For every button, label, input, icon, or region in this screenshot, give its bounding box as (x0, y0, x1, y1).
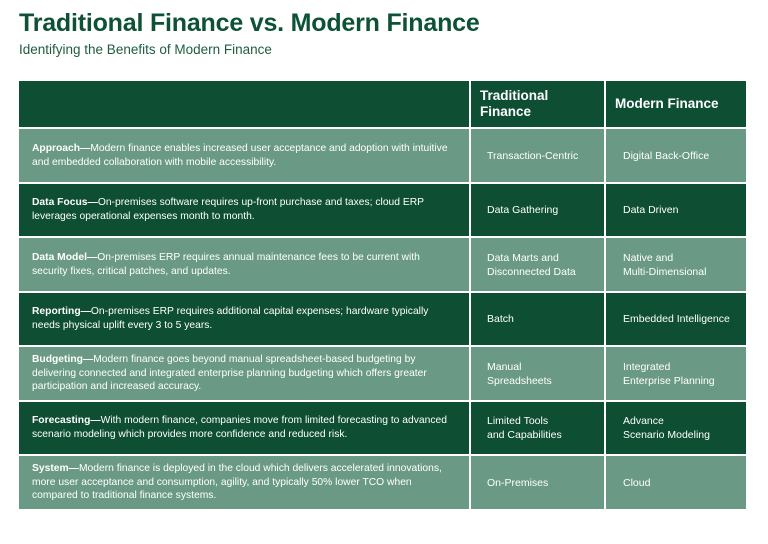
modern-value: Native and Multi-Dimensional (623, 251, 707, 278)
modern-value: Digital Back-Office (623, 149, 710, 162)
row-label: Budgeting (32, 354, 83, 366)
traditional-value: Data Gathering (471, 184, 606, 236)
header-cell-topic (19, 81, 471, 127)
traditional-value: Transaction-Centric (471, 129, 606, 182)
row-description: Approach—Modern finance enables increased user acceptance and adoption with intuitive and embedded collaboration with mobile accessibility. (19, 129, 471, 182)
table-row (19, 184, 746, 238)
modern-value: Data Driven (623, 204, 679, 216)
page-title: Traditional Finance vs. Modern Finance (19, 9, 480, 37)
row-label: Data Focus (32, 197, 88, 209)
row-label: Forecasting (32, 415, 91, 427)
traditional-value: Manual Spreadsheets (471, 347, 606, 400)
table-row (19, 293, 746, 347)
modern-value: Cloud (623, 476, 651, 489)
row-label: Reporting (32, 306, 81, 318)
modern-value: Integrated Enterprise Planning (623, 360, 715, 387)
table-row (19, 129, 746, 184)
row-description: Data Focus—On-premises software requires up-front purchase and taxes; cloud ERP leverages operational expenses month to month. (19, 184, 471, 236)
modern-value: Embedded Intelligence (623, 313, 730, 325)
row-text: On-premises ERP requires additional capital expenses; hardware typically needs physical uplift every 3 to 5 years. (32, 306, 429, 331)
row-label: Data Model (32, 251, 87, 263)
row-label: Approach (32, 142, 81, 154)
comparison-table (19, 81, 746, 509)
traditional-value: Batch (471, 293, 606, 345)
row-text: On-premises software requires up-front purchase and taxes; cloud ERP leverages operational expenses month to month. (32, 197, 424, 222)
table-row (19, 456, 746, 509)
page-subtitle: Identifying the Benefits of Modern Finance (19, 42, 272, 57)
row-text: Modern finance enables increased user acceptance and adoption with intuitive and embedded collaboration with mobile accessibility. (32, 142, 448, 168)
table-row (19, 402, 746, 456)
table-header-row (19, 81, 746, 129)
row-text: On-premises ERP requires annual maintenance fees to be current with security fixes, critical patches, and updates. (32, 251, 420, 277)
row-text: Modern finance goes beyond manual spreadsheet-based budgeting by delivering connected and integrated enterprise planning budgeting which offers greater participation and increased accuracy. (32, 354, 427, 393)
row-description: Data Model—On-premises ERP requires annual maintenance fees to be current with security fixes, critical patches, and updates. (19, 238, 471, 291)
traditional-value: On-Premises (471, 456, 606, 509)
row-label: System (32, 463, 69, 475)
header-cell-traditional: Traditional Finance (471, 81, 606, 127)
row-text: Modern finance is deployed in the cloud which delivers accelerated innovations, more user acceptance and consumption, agility, and typically 50% lower TCO when compared to traditional finance systems. (32, 463, 442, 502)
traditional-value: Limited Tools and Capabilities (471, 402, 606, 454)
row-description: Forecasting—With modern finance, companies move from limited forecasting to advanced scenario modeling which provides more confidence and reduced risk. (19, 402, 471, 454)
modern-value: Advance Scenario Modeling (623, 415, 710, 441)
traditional-value: Data Marts and Disconnected Data (471, 238, 606, 291)
header-cell-modern: Modern Finance (615, 96, 719, 111)
table-row (19, 238, 746, 293)
row-description: System—Modern finance is deployed in the cloud which delivers accelerated innovations, more user acceptance and consumption, agility, and typically 50% lower TCO when compared to traditional finance systems. (19, 456, 471, 509)
row-description: Budgeting—Modern finance goes beyond manual spreadsheet-based budgeting by delivering connected and integrated enterprise planning budgeting which offers greater participation and increased accuracy. (19, 347, 471, 400)
row-description: Reporting—On-premises ERP requires additional capital expenses; hardware typically needs physical uplift every 3 to 5 years. (19, 293, 471, 345)
table-row (19, 347, 746, 402)
row-text: With modern finance, companies move from limited forecasting to advanced scenario modeling which provides more confidence and reduced risk. (32, 415, 447, 440)
